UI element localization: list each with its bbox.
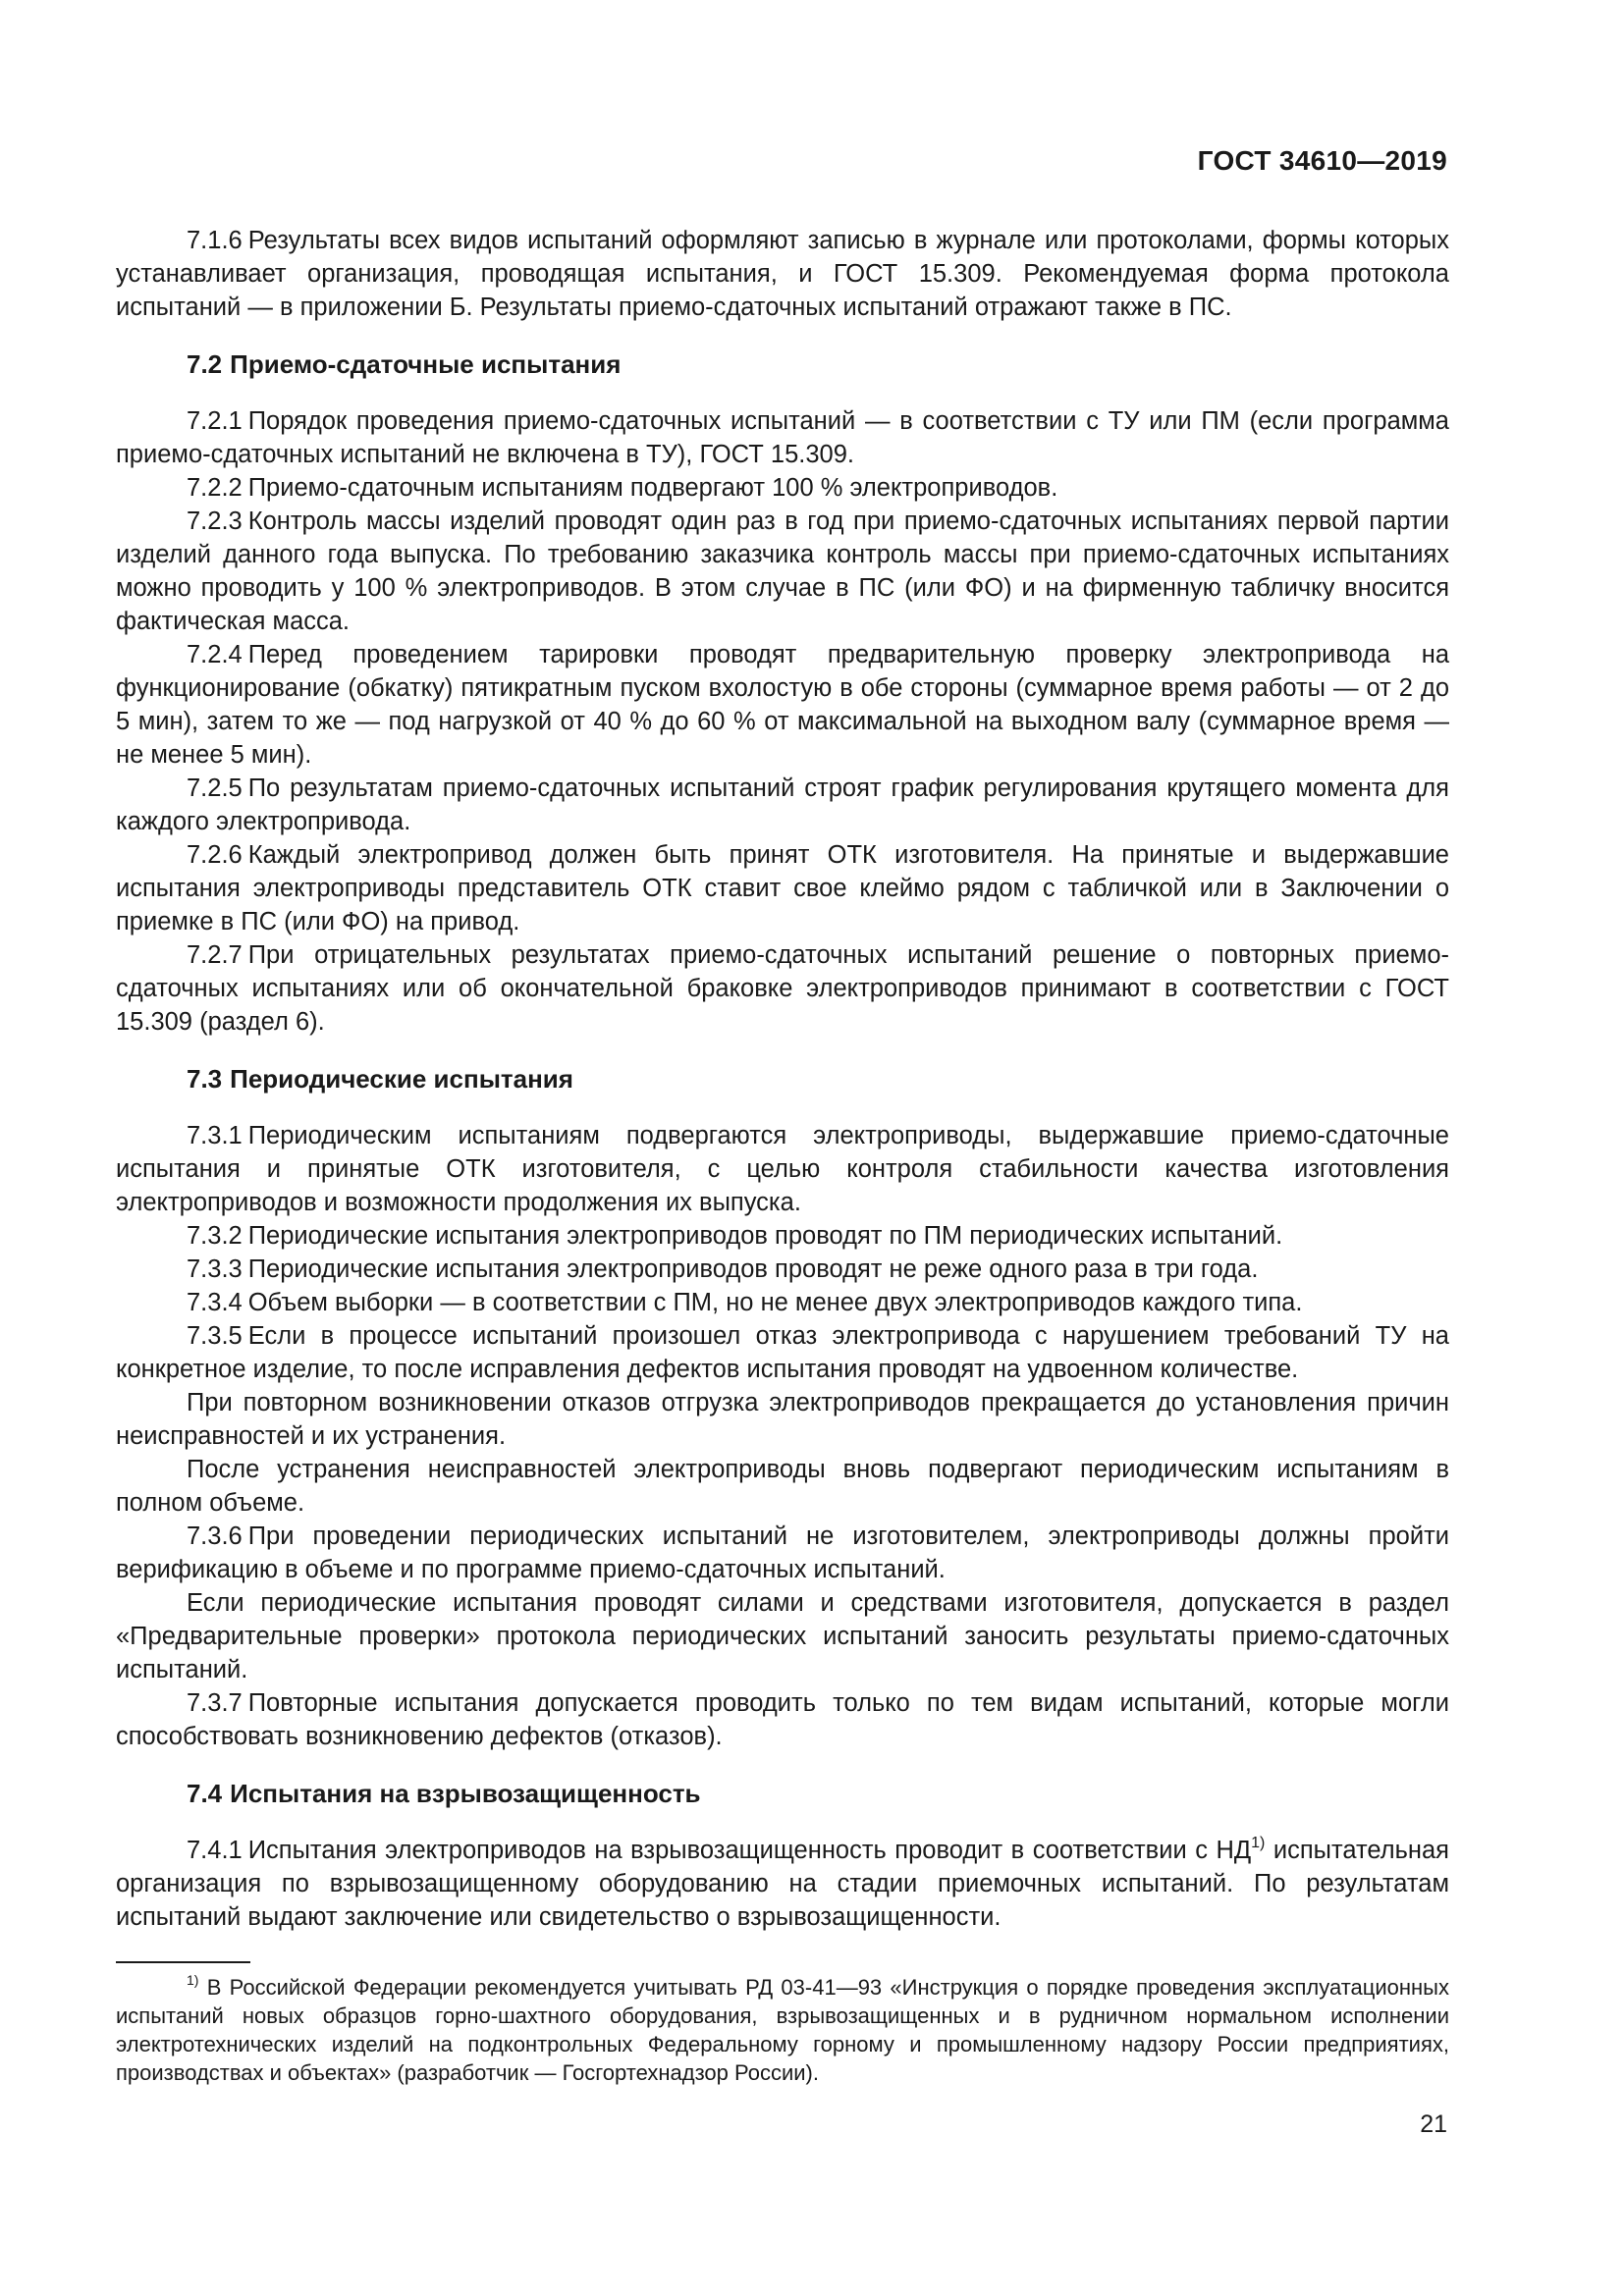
footnote: [116, 1973, 1449, 2087]
paragraph: [116, 404, 1449, 471]
footnote-marker: 1): [187, 1971, 199, 1988]
paragraph-text: Периодические испытания электроприводов проводят по ПМ периодических испытаний.: [247, 1222, 1283, 1250]
paragraph-text: Контроль массы изделий проводят один раз в год при приемо-сдаточных испытаниях первой партии изделий данного года выпуска. По требованию заказчика контроль массы при приемо-сдаточных испытаниях можно проводить у 100 % электроприводов. В этом случае в ПС (или ФО) и на фирменную табличку вносится фактическая масса.: [116, 507, 1449, 635]
page-number: 21: [1420, 2110, 1447, 2138]
section-heading: [187, 347, 1449, 381]
section-title: Приемо-сдаточные испытания: [230, 349, 622, 379]
clause-number: 7.3.1: [187, 1122, 243, 1149]
paragraph-text: Если в процессе испытаний произошел отказ электропривода с нарушением требований ТУ на конкретное изделие, то после исправления дефектов испытания проводят на удвоенном количестве.: [116, 1322, 1449, 1383]
clause-number: 7.3.6: [187, 1522, 243, 1550]
section-title: Испытания на взрывозащищенность: [230, 1779, 701, 1808]
paragraph-text-continued: испытательная организация по взрывозащищенному оборудованию на стадии приемочных испытаний. По результатам испытаний выдают заключение или свидетельство о взрывозащищенности.: [116, 1837, 1449, 1931]
paragraph-text: Перед проведением тарировки проводят предварительную проверку электропривода на функционирование (обкатку) пятикратным пуском вхолостую в обе стороны (суммарное время работы — от 2 до 5 мин), затем то же — под нагрузкой от 40 % до 60 % от максимальной на выходном валу (суммарное время — не менее 5 мин).: [116, 641, 1449, 769]
paragraph: [116, 1319, 1449, 1386]
paragraph-text: При отрицательных результатах приемо-сдаточных испытаний решение о повторных приемо-сдаточных испытаниях или об окончательной браковке электроприводов принимают в соответствии с ГОСТ 15.309 (раздел 6).: [116, 941, 1449, 1036]
section-number: 7.3: [187, 1064, 223, 1094]
clause-number: 7.2.1: [187, 407, 243, 435]
paragraph: [116, 1119, 1449, 1219]
paragraph-text: Периодическим испытаниям подвергаются электроприводы, выдержавшие приемо-сдаточные испытания и принятые ОТК изготовителя, с целью контроля стабильности качества изготовления электроприводов и возможности продолжения их выпуска.: [116, 1122, 1449, 1216]
paragraph-text: Приемо-сдаточным испытаниям подвергают 100 % электроприводов.: [247, 474, 1058, 502]
paragraph: [116, 1286, 1449, 1319]
footnote-separator: [116, 1961, 250, 1963]
paragraph-text: Объем выборки — в соответствии с ПМ, но не менее двух электроприводов каждого типа.: [247, 1289, 1303, 1316]
section-title: Периодические испытания: [230, 1064, 573, 1094]
paragraph-text: При проведении периодических испытаний не изготовителем, электроприводы должны пройти верификацию в объеме и по программе приемо-сдаточных испытаний.: [116, 1522, 1449, 1583]
footnote-text: В Российской Федерации рекомендуется учитывать РД 03-41—93 «Инструкция о порядке проведения эксплуатационных испытаний новых образцов горно-шахтного оборудования, взрывозащищенных и в рудничном нормальном исполнении электротехнических изделий на подконтрольных Федеральному горному и промышленному надзору России предприятиях, производствах и объектах» (разработчик — Госгортехнадзор России).: [116, 1975, 1449, 2085]
paragraph: [116, 1253, 1449, 1286]
paragraph-text: Если периодические испытания проводят силами и средствами изготовителя, допускается в раздел «Предварительные проверки» протокола периодических испытаний заносить результаты приемо-сдаточных испытаний.: [116, 1589, 1449, 1683]
paragraph-text: После устранения неисправностей электроприводы вновь подвергают периодическим испытаниям в полном объеме.: [116, 1456, 1449, 1517]
paragraph-text: По результатам приемо-сдаточных испытаний строят график регулирования крутящего момента для каждого электропривода.: [116, 774, 1449, 835]
paragraph: [116, 1219, 1449, 1253]
paragraph: [116, 471, 1449, 505]
paragraph-text: Периодические испытания электроприводов проводят не реже одного раза в три года.: [247, 1255, 1259, 1283]
clause-number: 7.2.3: [187, 507, 243, 535]
clause-number: 7.3.4: [187, 1289, 243, 1316]
paragraph: [116, 772, 1449, 838]
clause-number: 7.2.5: [187, 774, 243, 802]
clause-number: 7.2.7: [187, 941, 243, 969]
section-number: 7.2: [187, 349, 223, 379]
paragraph-text: Порядок проведения приемо-сдаточных испытаний — в соответствии с ТУ или ПМ (если программа приемо-сдаточных испытаний не включена в ТУ), ГОСТ 15.309.: [116, 407, 1449, 468]
clause-number: 7.1.6: [187, 227, 243, 254]
section-number: 7.4: [187, 1779, 223, 1808]
clause-number: 7.4.1: [187, 1837, 243, 1864]
paragraph: [116, 1386, 1449, 1453]
paragraph: [116, 838, 1449, 938]
paragraph: [116, 1686, 1449, 1753]
paragraph: [116, 224, 1449, 324]
document-body: [116, 224, 1449, 1934]
section-heading: [187, 1777, 1449, 1810]
paragraph-text: Каждый электропривод должен быть принят ОТК изготовителя. На принятые и выдержавшие испытания электроприводы представитель ОТК ставит свое клеймо рядом с табличкой или в Заключении о приемке в ПС (или ФО) на привод.: [116, 841, 1449, 935]
clause-number: 7.3.3: [187, 1255, 243, 1283]
paragraph: [116, 1834, 1449, 1934]
paragraph: [116, 638, 1449, 772]
paragraph-text: Повторные испытания допускается проводить только по тем видам испытаний, которые могли способствовать возникновению дефектов (отказов).: [116, 1689, 1449, 1750]
paragraph: [116, 505, 1449, 638]
clause-number: 7.3.2: [187, 1222, 243, 1250]
clause-number: 7.3.5: [187, 1322, 243, 1350]
clause-number: 7.2.4: [187, 641, 243, 668]
paragraph: [116, 938, 1449, 1039]
footnote-reference[interactable]: 1): [1251, 1834, 1266, 1851]
document-header-id: ГОСТ 34610—2019: [1197, 145, 1447, 176]
paragraph-text: Испытания электроприводов на взрывозащищенность проводит в соответствии с НД: [247, 1837, 1252, 1864]
paragraph-text: При повторном возникновении отказов отгрузка электроприводов прекращается до установления причин неисправностей и их устранения.: [116, 1389, 1449, 1450]
section-heading: [187, 1062, 1449, 1095]
clause-number: 7.3.7: [187, 1689, 243, 1717]
paragraph: [116, 1586, 1449, 1686]
paragraph-text: Результаты всех видов испытаний оформляют записью в журнале или протоколами, формы которых устанавливает организация, проводящая испытания, и ГОСТ 15.309. Рекомендуемая форма протокола испытаний — в приложении Б. Результаты приемо-сдаточных испытаний отражают также в ПС.: [116, 227, 1449, 321]
paragraph: [116, 1453, 1449, 1520]
clause-number: 7.2.2: [187, 474, 243, 502]
paragraph: [116, 1520, 1449, 1586]
clause-number: 7.2.6: [187, 841, 243, 869]
